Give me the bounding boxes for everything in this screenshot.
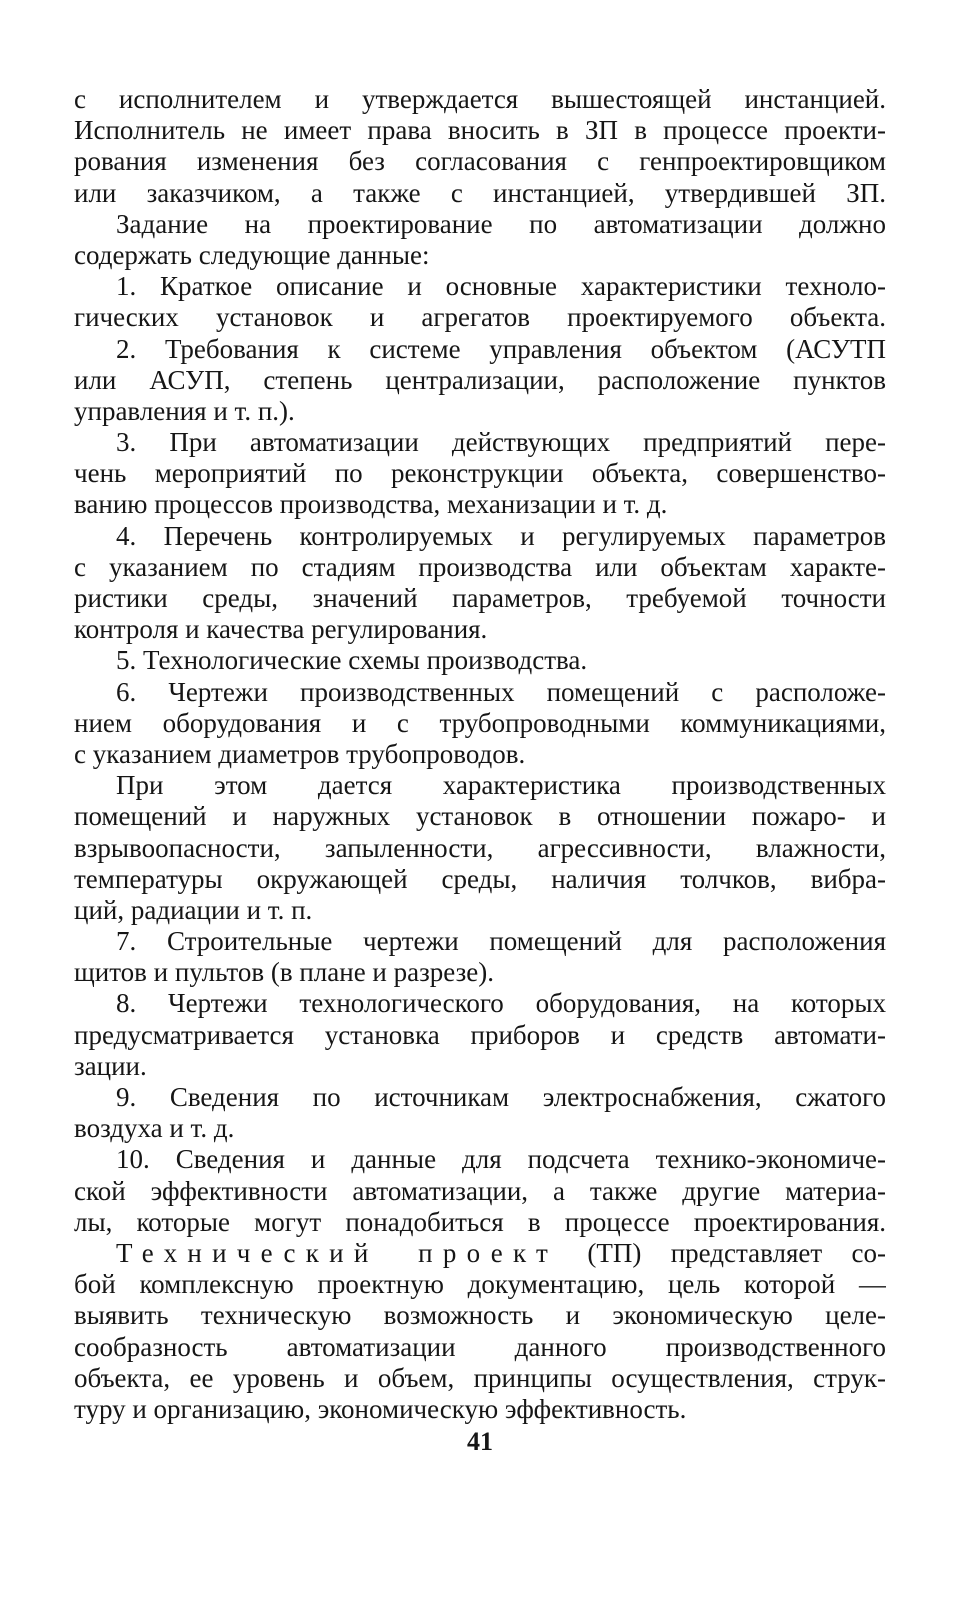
body-text bbox=[74, 84, 886, 1425]
text-line-with-spaced-term bbox=[74, 1238, 886, 1269]
text-line: 2. Требования к системе управления объектом (АСУТП bbox=[116, 333, 886, 364]
text-line: 10. Сведения и данные для подсчета технико-экономиче- bbox=[116, 1144, 886, 1175]
text-line: зации. bbox=[74, 1050, 147, 1081]
text-line: При этом дается характеристика производственных bbox=[116, 770, 886, 801]
page-number: 41 bbox=[467, 1427, 493, 1456]
text-line: ций, радиации и т. п. bbox=[74, 894, 313, 925]
text-line: гических установок и агрегатов проектируемого объекта. bbox=[74, 302, 886, 333]
text-line: контроля и качества регулирования. bbox=[74, 614, 488, 645]
text-line: ванию процессов производства, механизации и т. д. bbox=[74, 489, 668, 520]
text-line: с указанием диаметров трубопроводов. bbox=[74, 738, 526, 769]
text-line: 3. При автоматизации действующих предприятий пере- bbox=[116, 427, 886, 458]
text-line: 6. Чертежи производственных помещений с расположе- bbox=[116, 676, 886, 707]
text-line: выявить техническую возможность и экономическую целе- bbox=[74, 1300, 886, 1331]
text-line: 1. Краткое описание и основные характеристики техноло- bbox=[116, 271, 886, 302]
text-line: содержать следующие данные: bbox=[74, 239, 430, 270]
text-line: с исполнителем и утверждается вышестоящей инстанцией. bbox=[74, 84, 886, 114]
text-line: сообразность автоматизации данного производственного bbox=[74, 1331, 886, 1362]
text-line: чень мероприятий по реконструкции объекта, совершенство- bbox=[74, 458, 886, 489]
text-line: Задание на проектирование по автоматизации должно bbox=[116, 208, 886, 239]
text-line: 9. Сведения по источникам электроснабжения, сжатого bbox=[116, 1082, 886, 1112]
text-line: Исполнитель не имеет права вносить в ЗП в процессе проекти- bbox=[74, 115, 886, 146]
text-line: 4. Перечень контролируемых и регулируемых параметров bbox=[116, 520, 886, 551]
text-line: или АСУП, степень централизации, расположение пунктов bbox=[74, 364, 886, 395]
text-line: объекта, ее уровень и объем, принципы осуществления, струк- bbox=[74, 1362, 886, 1393]
text-line: взрывоопасности, запыленности, агрессивности, влажности, bbox=[74, 832, 886, 863]
text-line: или заказчиком, а также с инстанцией, утвердившей ЗП. bbox=[74, 177, 886, 208]
book-page bbox=[74, 84, 886, 1464]
text-line: 8. Чертежи технологического оборудования, на которых bbox=[116, 988, 886, 1019]
text-line: температуры окружающей среды, наличия толчков, вибра- bbox=[74, 863, 886, 894]
text-line-tail: (ТП) представляет со- bbox=[587, 1237, 886, 1268]
text-line: щитов и пультов (в плане и разрезе). bbox=[74, 957, 494, 988]
text-line: ской эффективности автоматизации, а также другие материа- bbox=[74, 1175, 886, 1206]
text-line: помещений и наружных установок в отношении пожаро- и bbox=[74, 801, 886, 832]
text-line: нием оборудования и с трубопроводными коммуникациями, bbox=[74, 707, 886, 738]
text-line: с указанием по стадиям производства или объектам характе- bbox=[74, 551, 886, 582]
text-line: управления и т. п.). bbox=[74, 395, 295, 426]
text-line: рования изменения без согласования с генпроектировщиком bbox=[74, 146, 886, 177]
text-line: ристики среды, значений параметров, требуемой точности bbox=[74, 583, 886, 613]
text-line: предусматривается установка приборов и средств автомати- bbox=[74, 1019, 886, 1050]
text-line: туру и организацию, экономическую эффективность. bbox=[74, 1393, 687, 1424]
text-line: 7. Строительные чертежи помещений для расположения bbox=[116, 926, 886, 957]
text-line: 5. Технологические схемы производства. bbox=[116, 645, 588, 676]
text-line: лы, которые могут понадобиться в процессе проектирования. bbox=[74, 1206, 886, 1237]
text-line: воздуха и т. д. bbox=[74, 1113, 235, 1144]
text-line: бой комплексную проектную документацию, цель которой — bbox=[74, 1269, 886, 1300]
spaced-term: Технический проект bbox=[116, 1237, 559, 1268]
